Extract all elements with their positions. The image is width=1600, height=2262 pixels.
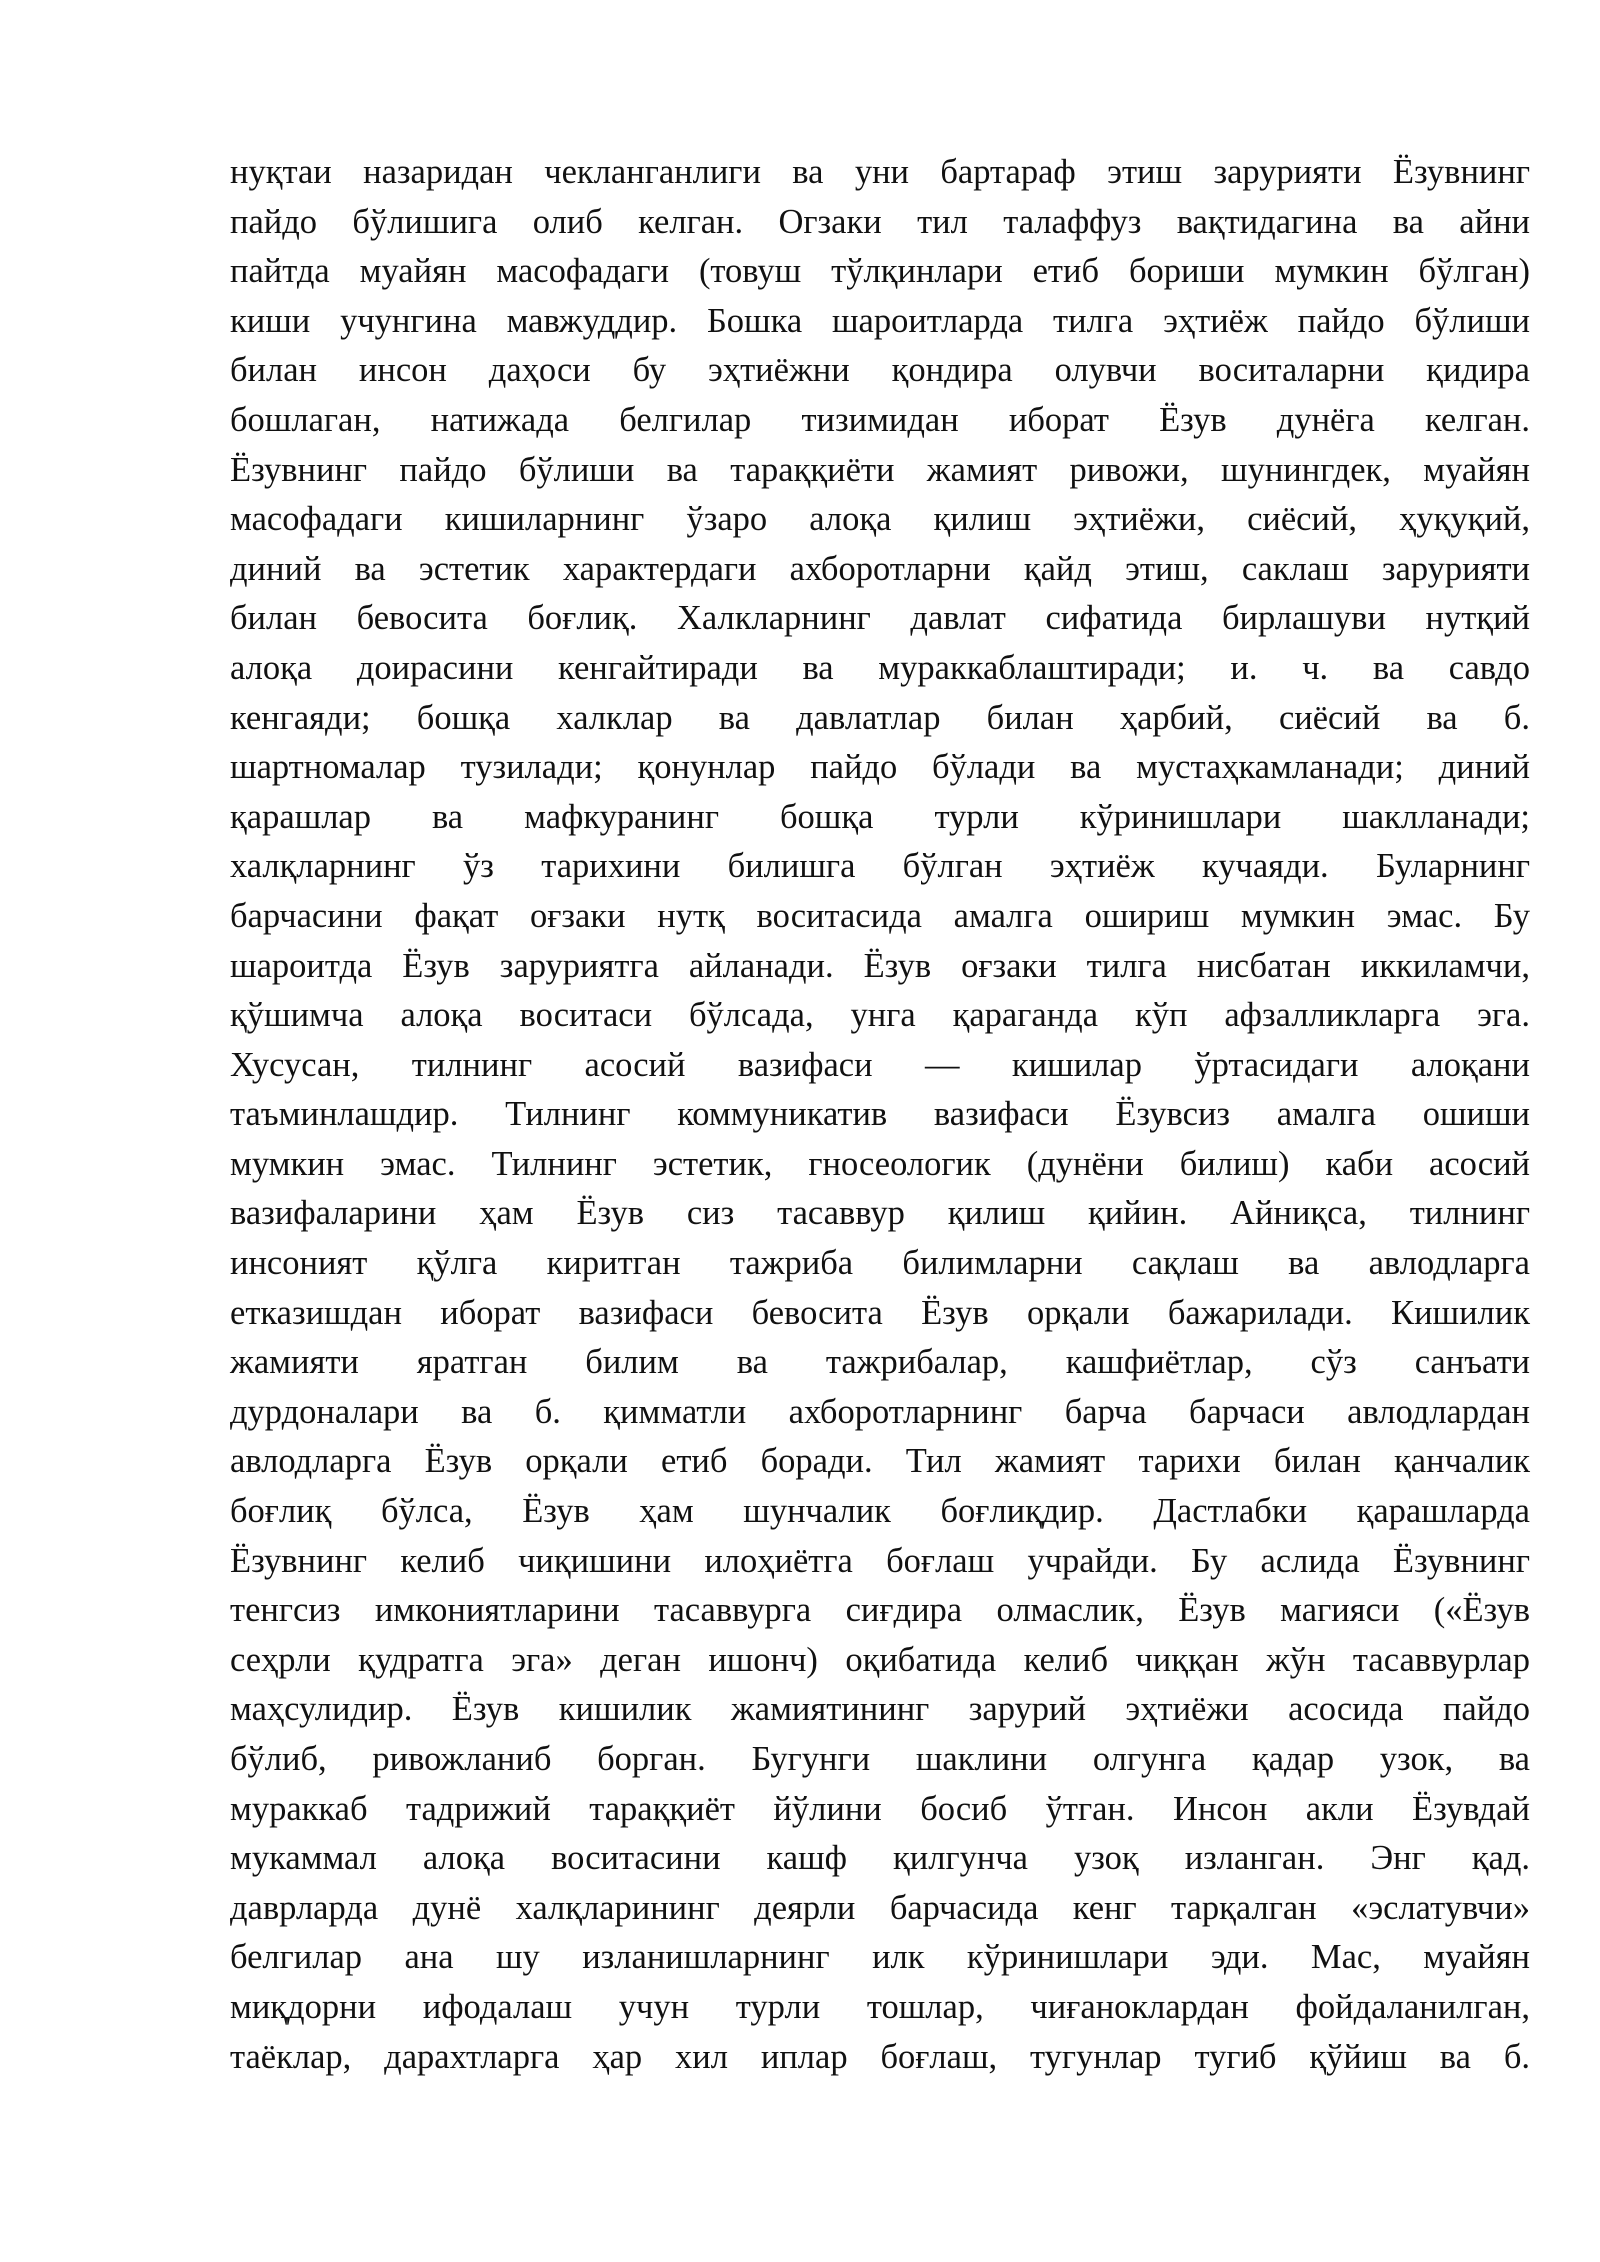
text-line: билан бевосита боғлиқ. Халкларнинг давлат сифатида бирлашуви нутқий: [230, 599, 1530, 638]
text-line: етказишдан иборат вазифаси бевосита Ёзув орқали бажарилади. Кишилик: [230, 1293, 1530, 1332]
text-line: шартномалар тузилади; қонунлар пайдо бўлади ва мустаҳкамланади; диний: [230, 748, 1530, 787]
text-line: масофадаги кишиларнинг ўзаро алоқа қилиш эҳтиёжи, сиёсий, ҳуқуқий,: [230, 500, 1530, 539]
text-line: пайдо бўлишига олиб келган. Огзаки тил талаффуз вақтидагина ва айни: [230, 202, 1530, 241]
text-line: таёклар, дарахтларга ҳар хил иплар боғлаш, тугунлар тугиб қўйиш ва б.: [230, 2037, 1530, 2076]
text-line: даврларда дунё халқларининг деярли барчасида кенг тарқалган «эслатувчи»: [230, 1888, 1530, 1927]
text-line: сеҳрли қудратга эга» деган ишонч) оқибатида келиб чиққан жўн тасаввурлар: [230, 1640, 1530, 1679]
text-line: жамияти яратган билим ва тажрибалар, кашфиётлар, сўз санъати: [230, 1343, 1530, 1382]
text-line: билан инсон даҳоси бу эҳтиёжни қондира олувчи воситаларни қидира: [230, 351, 1530, 390]
body-text: [230, 148, 1530, 2082]
text-line: боғлиқ бўлса, Ёзув ҳам шунчалик боғлиқдир. Дастлабки қарашларда: [230, 1492, 1530, 1531]
text-line: мумкин эмас. Тилнинг эстетик, гносеологик (дунёни билиш) каби асосий: [230, 1144, 1530, 1183]
text-line: шароитда Ёзув заруриятга айланади. Ёзув оғзаки тилга нисбатан иккиламчи,: [230, 946, 1530, 985]
text-line: дурдоналари ва б. қимматли ахборотларнинг барча барчаси авлодлардан: [230, 1392, 1530, 1431]
text-line: инсоният қўлга киритган тажриба билимларни сақлаш ва авлодларга: [230, 1244, 1530, 1283]
text-line: мукаммал алоқа воситасини кашф қилгунча узоқ изланган. Энг қад.: [230, 1839, 1530, 1878]
text-line: нуқтаи назаридан чекланганлиги ва уни бартараф этиш зарурияти Ёзувнинг: [230, 153, 1530, 191]
text-line: қўшимча алоқа воситаси бўлсада, унга қараганда кўп афзалликларга эга.: [230, 996, 1530, 1035]
text-line: Ёзувнинг келиб чиқишини илоҳиётга боғлаш учрайди. Бу аслида Ёзувнинг: [230, 1541, 1530, 1580]
text-line: маҳсулидир. Ёзув кишилик жамиятининг зарурий эҳтиёжи асосида пайдо: [230, 1690, 1530, 1729]
text-line: Ёзувнинг пайдо бўлиши ва тараққиёти жамият ривожи, шунингдек, муайян: [230, 450, 1530, 489]
text-line: диний ва эстетик характердаги ахборотларни қайд этиш, саклаш зарурияти: [230, 549, 1530, 588]
text-line: вазифаларини ҳам Ёзув сиз тасаввур қилиш қийин. Айниқса, тилнинг: [230, 1194, 1530, 1233]
text-line: киши учунгина мавжуддир. Бошка шароитларда тилга эҳтиёж пайдо бўлиши: [230, 301, 1530, 340]
text-line: бошлаган, натижада белгилар тизимидан иборат Ёзув дунёга келган.: [230, 400, 1530, 439]
text-line: пайтда муайян масофадаги (товуш тўлқинлари етиб бориши мумкин бўлган): [230, 252, 1530, 291]
text-line: алоқа доирасини кенгайтиради ва мураккаблаштиради; и. ч. ва савдо: [230, 648, 1530, 687]
text-line: тенгсиз имкониятларини тасаввурга сиғдира олмаслик, Ёзув магияси («Ёзув: [230, 1591, 1530, 1630]
text-line: миқдорни ифодалаш учун турли тошлар, чиғаноклардан фойдаланилган,: [230, 1987, 1530, 2026]
text-line: таъминлашдир. Тилнинг коммуникатив вазифаси Ёзувсиз амалга ошиши: [230, 1095, 1530, 1134]
text-line: халқларнинг ўз тарихини билишга бўлган эҳтиёж кучаяди. Буларнинг: [230, 847, 1530, 886]
text-line: мураккаб тадрижий тараққиёт йўлини босиб ўтган. Инсон акли Ёзувдай: [230, 1789, 1530, 1828]
text-line: кенгаяди; бошқа халклар ва давлатлар билан ҳарбий, сиёсий ва б.: [230, 698, 1530, 737]
text-line: авлодларга Ёзув орқали етиб боради. Тил жамият тарихи билан қанчалик: [230, 1442, 1530, 1481]
text-line: барчасини фақат оғзаки нутқ воситасида амалга ошириш мумкин эмас. Бу: [230, 896, 1530, 935]
text-line: бўлиб, ривожланиб борган. Бугунги шаклини олгунга қадар узок, ва: [230, 1740, 1530, 1778]
text-line: белгилар ана шу изланишларнинг илк кўринишлари эди. Мас, муайян: [230, 1938, 1530, 1977]
text-line: Хусусан, тилнинг асосий вазифаси — кишилар ўртасидаги алоқани: [230, 1045, 1530, 1084]
text-line: қарашлар ва мафкуранинг бошқа турли кўринишлари шаклланади;: [230, 797, 1530, 836]
